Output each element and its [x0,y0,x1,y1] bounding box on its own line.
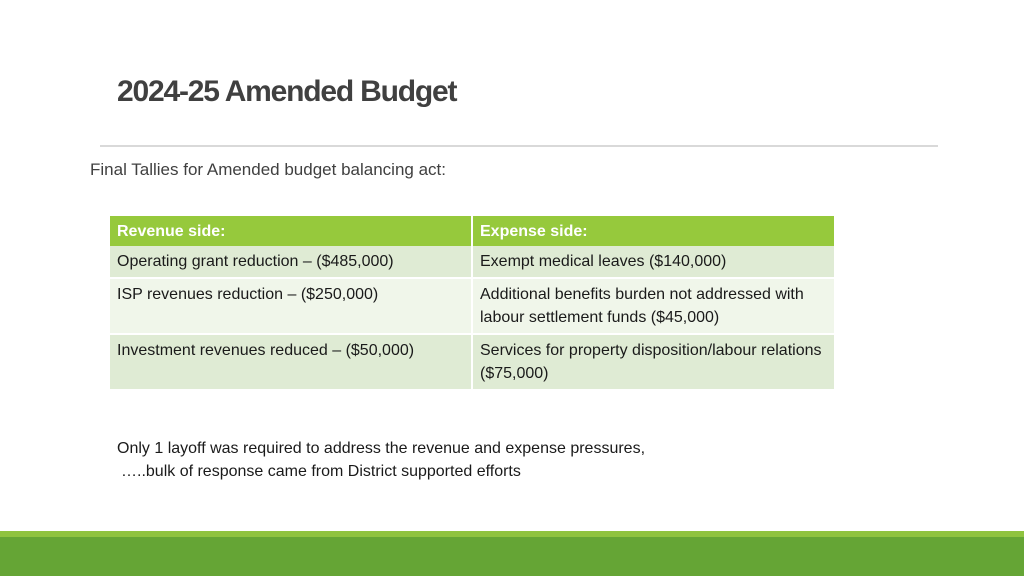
summary-note-line-2: …..bulk of response came from District supported efforts [121,463,521,480]
summary-note-line-1: Only 1 layoff was required to address the revenue and expense pressures, [117,440,646,457]
revenue-cell: Investment revenues reduced – ($50,000) [110,334,472,389]
table-row [110,246,834,278]
revenue-cell: ISP revenues reduction – ($250,000) [110,278,472,334]
revenue-cell: Operating grant reduction – ($485,000) [110,246,472,278]
expense-header: Expense side: [472,216,834,246]
expense-cell: Exempt medical leaves ($140,000) [472,246,834,278]
title-divider [100,145,938,147]
budget-table [110,216,834,389]
slide-title: 2024-25 Amended Budget [117,75,457,108]
table-row [110,334,834,389]
expense-cell: Additional benefits burden not addressed with labour settlement funds ($45,000) [472,278,834,334]
revenue-header: Revenue side: [110,216,472,246]
summary-note [117,437,645,483]
expense-cell: Services for property disposition/labour relations ($75,000) [472,334,834,389]
footer-band [0,537,1024,576]
slide-subtitle: Final Tallies for Amended budget balancing act: [90,160,446,179]
table-header-row [110,216,834,246]
table-row [110,278,834,334]
